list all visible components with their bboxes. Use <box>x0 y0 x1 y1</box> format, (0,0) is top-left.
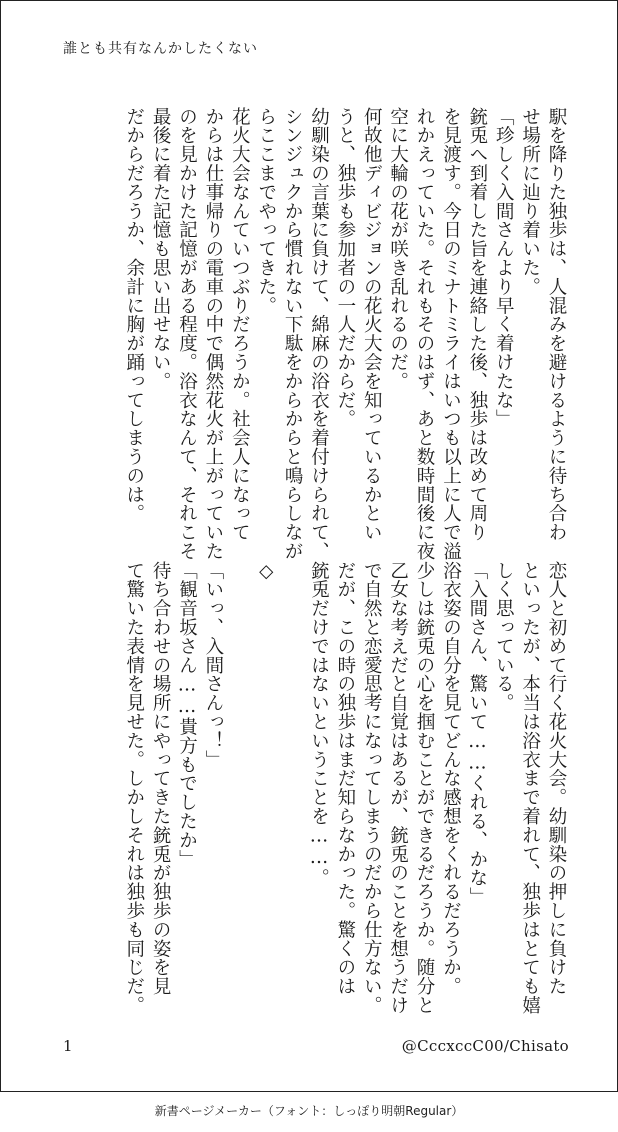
text-column: 「いっ、入間さんっ！」 <box>202 561 224 769</box>
text-column: せ場所に辿り着いた。 <box>519 107 541 296</box>
text-column: 幼馴染の言葉に負けて、綿麻の浴衣を着付けられて、 <box>308 107 330 561</box>
text-column: て驚いた表情を見せた。しかしそれは独歩も同じだ。 <box>123 561 145 1015</box>
text-column: 銃兎だけではないということを……。 <box>308 561 330 888</box>
text-column: 乙女な考えだと自覚はあるが、銃兎のことを想うだけ <box>387 561 409 1015</box>
text-column: といったが、本当は浴衣まで着れて、独歩はとても嬉 <box>519 561 541 1015</box>
text-column: シンジュクから慣れない下駄をからからと鳴らしなが <box>282 107 304 561</box>
text-column: 待ち合わせの場所にやってきた銃兎が独歩の姿を見 <box>150 561 172 996</box>
text-column: 「入間さん、驚いて……くれる、かな」 <box>466 561 488 907</box>
text-column: らここまでやってきた。 <box>255 107 277 315</box>
text-column: 恋人と初めて行く花火大会。幼馴染の押しに負けた <box>546 561 567 996</box>
text-column <box>227 561 252 1039</box>
page-number: 1 <box>63 1037 73 1055</box>
text-column: 少しは銃兎の心を掴むことができるだろうか。随分と <box>414 561 436 1015</box>
text-column: を見渡す。今日のミナトミライはいつも以上に人で溢 <box>440 107 462 561</box>
text-column: のを見かけた記憶がある程度。浴衣なんて、それこそ <box>176 107 198 561</box>
text-column: 「珍しく入間さんより早く着けたな」 <box>493 107 515 429</box>
text-column: 空に大輪の花が咲き乱れるのだ。 <box>387 107 409 391</box>
text-column: だが、この時の独歩はまだ知らなかった。驚くのは <box>334 561 356 996</box>
text-column <box>280 561 305 1039</box>
text-column: 銃兎へ到着した旨を連絡した後、独歩は改めて周り <box>466 107 488 542</box>
text-block-lower <box>120 561 569 1039</box>
generator-caption: 新書ページメーカー（フォント：しっぽり明朝Regular） <box>154 1104 464 1118</box>
text-column: ◇ <box>255 561 277 583</box>
author-credit: @CccxccC00/Chisato <box>401 1037 569 1055</box>
text-column: 駅を降りた独歩は、人混みを避けるように待ち合わ <box>546 107 567 542</box>
text-column: 何故他ディビジョンの花火大会を知っているかとい <box>361 107 383 542</box>
text-column: 「観音坂さん……貴方もでしたか」 <box>176 561 198 869</box>
text-column: で自然と恋愛思考になってしまうのだから仕方ない。 <box>361 561 383 1015</box>
text-column: だからだろうか、余計に胸が踊ってしまうのは。 <box>123 107 145 523</box>
text-column: うと、独歩も参加者の一人だからだ。 <box>334 107 356 429</box>
text-column: からは仕事帰りの電車の中で偶然花火が上がっていた <box>202 107 224 561</box>
text-column: 浴衣姿の自分を見てどんな感想をくれるだろうか。 <box>440 561 462 996</box>
text-column: 最後に着た記憶も思い出せない。 <box>150 107 172 391</box>
running-title: 誰とも共有なんかしたくない <box>63 41 258 57</box>
text-column: れかえっていた。それもそのはず、あと数時間後に夜 <box>414 107 436 561</box>
text-column: 花火大会なんていつぶりだろうか。社会人になって <box>229 107 251 542</box>
text-block-upper <box>120 107 569 585</box>
text-column: しく思っている。 <box>493 561 515 713</box>
